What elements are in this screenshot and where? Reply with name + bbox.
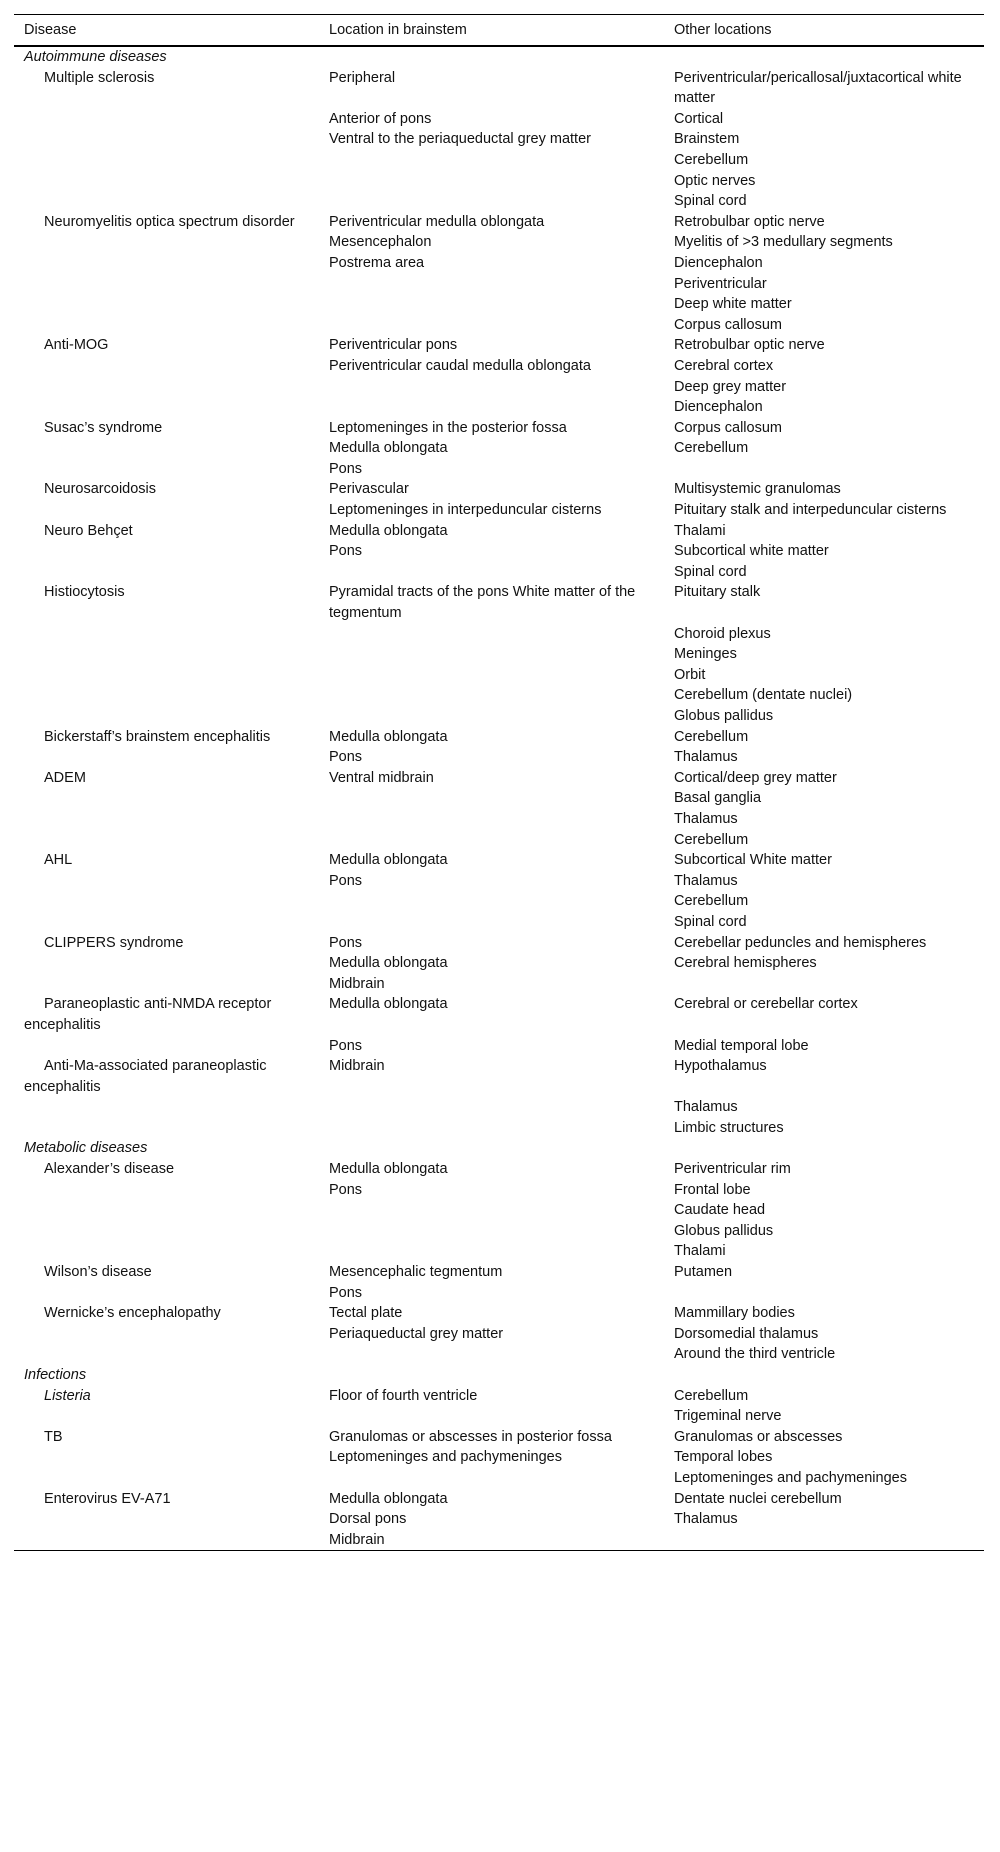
table-row — [14, 768, 984, 789]
other-locations-cell: Globus pallidus — [674, 1222, 774, 1239]
brainstem-location-cell — [319, 191, 664, 212]
other-locations-cell: Multisystemic granulomas — [674, 481, 841, 498]
other-locations-cell: Retrobulbar optic nerve — [674, 337, 825, 354]
other-locations-cell: Limbic structures — [674, 1119, 784, 1136]
brainstem-location-cell — [319, 1468, 664, 1489]
other-locations-cell: Spinal cord — [674, 193, 747, 210]
other-locations-cell: Pituitary stalk and interpeduncular cisterns — [674, 502, 947, 519]
disease-cell — [14, 171, 319, 192]
other-locations-cell: Spinal cord — [674, 563, 747, 580]
disease-cell — [14, 438, 319, 459]
other-locations-cell: Subcortical White matter — [674, 852, 832, 869]
disease-cell: Anti-MOG — [44, 337, 109, 354]
brainstem-location-cell — [319, 830, 664, 851]
brainstem-location-cell: Periaqueductal grey matter — [329, 1325, 504, 1342]
disease-cell — [14, 294, 319, 315]
table-row — [14, 315, 984, 336]
brainstem-location-cell — [319, 685, 664, 706]
brainstem-location-cell — [319, 624, 664, 645]
other-locations-cell: Myelitis of >3 medullary segments — [674, 234, 893, 251]
other-locations-cell: Cerebellum — [674, 893, 749, 910]
disease-cell: AHL — [44, 852, 73, 869]
brainstem-location-cell: Perivascular — [329, 481, 409, 498]
disease-cell — [14, 109, 319, 130]
other-locations-cell: Cerebellum — [674, 831, 749, 848]
brainstem-location-cell — [319, 1406, 664, 1427]
table-row — [14, 665, 984, 686]
other-locations-cell: Dorsomedial thalamus — [674, 1325, 819, 1342]
disease-cell — [14, 1200, 319, 1221]
section-row — [14, 1138, 984, 1159]
table-row — [14, 129, 984, 150]
header-location-brainstem: Location in brainstem — [329, 21, 467, 38]
brainstem-location-cell: Medulla oblongata — [329, 522, 448, 539]
table-row — [14, 479, 984, 500]
other-locations-cell: Corpus callosum — [674, 419, 782, 436]
brainstem-location-cell: Medulla oblongata — [329, 1490, 448, 1507]
brainstem-location-cell — [319, 1097, 664, 1118]
other-locations-cell: Globus pallidus — [674, 708, 774, 724]
table-row — [14, 891, 984, 912]
brainstem-location-cell: Medulla oblongata — [329, 728, 448, 745]
disease-cell — [14, 253, 319, 274]
brainstem-location-cell: Medulla oblongata — [329, 955, 448, 972]
disease-cell — [14, 232, 319, 253]
other-locations-cell: Caudate head — [674, 1202, 766, 1219]
section-label: Autoimmune diseases — [24, 49, 167, 65]
table-row — [14, 438, 984, 459]
disease-cell: Neuromyelitis optica spectrum disorder — [44, 213, 295, 230]
table-row — [14, 685, 984, 706]
other-locations-cell: Cerebral or cerebellar cortex — [674, 996, 858, 1013]
disease-cell — [14, 706, 319, 727]
brainstem-location-cell: Floor of fourth ventricle — [329, 1387, 478, 1404]
other-locations-cell: Hypothalamus — [674, 1058, 767, 1075]
brainstem-location-cell: Midbrain — [329, 1058, 385, 1075]
other-locations-cell: Cerebral hemispheres — [674, 955, 817, 972]
table-row — [14, 1262, 984, 1283]
other-locations-cell: Cerebellum — [674, 1387, 749, 1404]
brainstem-location-cell: Pons — [329, 1284, 363, 1301]
disease-cell — [14, 1406, 319, 1427]
table-row — [14, 1427, 984, 1448]
table-row — [14, 830, 984, 851]
disease-cell: CLIPPERS syndrome — [44, 934, 184, 951]
brainstem-location-cell — [319, 315, 664, 336]
brainstem-location-cell: Medulla oblongata — [329, 852, 448, 869]
table-row — [14, 644, 984, 665]
other-locations-cell: Cortical/deep grey matter — [674, 769, 837, 786]
disease-cell — [14, 459, 319, 480]
other-locations-cell: Brainstem — [674, 131, 740, 148]
disease-cell: Paraneoplastic anti-NMDA receptor encephalitis — [24, 996, 272, 1033]
disease-cell: Enterovirus EV-A71 — [44, 1490, 171, 1507]
disease-cell — [14, 397, 319, 418]
brainstem-location-cell: Mesencephalon — [329, 234, 432, 251]
table-row — [14, 1386, 984, 1407]
other-locations-cell — [664, 1530, 984, 1551]
disease-cell — [14, 1324, 319, 1345]
table-row — [14, 1283, 984, 1304]
disease-cell — [14, 274, 319, 295]
table-row — [14, 706, 984, 727]
table-row — [14, 109, 984, 130]
table-body — [14, 46, 984, 1551]
table-row — [14, 1406, 984, 1427]
other-locations-cell: Medial temporal lobe — [674, 1037, 809, 1054]
brainstem-location-cell — [319, 706, 664, 727]
other-locations-cell: Thalami — [674, 522, 726, 539]
brainstem-location-cell: Leptomeninges in the posterior fossa — [329, 419, 567, 436]
disease-cell: Bickerstaff’s brainstem encephalitis — [44, 728, 271, 745]
brainstem-location-cell — [319, 665, 664, 686]
disease-cell: Alexander’s disease — [44, 1161, 175, 1178]
other-locations-cell: Basal ganglia — [674, 790, 762, 807]
brainstem-location-cell: Pons — [329, 543, 363, 560]
table-row — [14, 294, 984, 315]
disease-cell: Histiocytosis — [44, 584, 125, 601]
table-row — [14, 335, 984, 356]
other-locations-cell: Trigeminal nerve — [674, 1408, 782, 1425]
other-locations-cell: Cerebral cortex — [674, 357, 774, 374]
disease-cell — [14, 377, 319, 398]
brainstem-location-cell: Medulla oblongata — [329, 1161, 448, 1178]
table-row — [14, 1509, 984, 1530]
brainstem-location-cell: Postrema area — [329, 254, 425, 271]
disease-cell — [14, 644, 319, 665]
disease-cell — [14, 1097, 319, 1118]
other-locations-cell: Thalamus — [674, 749, 738, 766]
brainstem-location-cell: Dorsal pons — [329, 1511, 407, 1528]
table-row — [14, 500, 984, 521]
brainstem-location-cell — [319, 644, 664, 665]
brainstem-location-cell: Medulla oblongata — [329, 996, 448, 1013]
other-locations-cell: Diencephalon — [674, 254, 763, 271]
table-row — [14, 624, 984, 645]
table-row — [14, 1447, 984, 1468]
table-row — [14, 1097, 984, 1118]
brainstem-location-cell — [319, 1241, 664, 1262]
other-locations-cell: Choroid plexus — [674, 625, 771, 642]
disease-cell: Neurosarcoidosis — [44, 481, 157, 498]
table-row — [14, 871, 984, 892]
table-row — [14, 1056, 984, 1097]
table-row — [14, 912, 984, 933]
other-locations-cell: Granulomas or abscesses — [674, 1428, 843, 1445]
brainstem-location-cell: Periventricular medulla oblongata — [329, 213, 545, 230]
brainstem-location-cell — [319, 150, 664, 171]
other-locations-cell — [664, 974, 984, 995]
table-row — [14, 212, 984, 233]
table-row — [14, 150, 984, 171]
other-locations-cell: Cortical — [674, 110, 724, 127]
disease-cell — [14, 891, 319, 912]
table-row — [14, 68, 984, 109]
disease-cell — [14, 974, 319, 995]
disease-cell — [14, 871, 319, 892]
section-row — [14, 1365, 984, 1386]
disease-cell — [14, 809, 319, 830]
brainstem-location-cell: Tectal plate — [329, 1305, 403, 1322]
brainstem-location-cell: Pons — [329, 1037, 363, 1054]
disease-cell — [14, 315, 319, 336]
table-row — [14, 397, 984, 418]
other-locations-cell: Temporal lobes — [674, 1449, 773, 1466]
section-label: Infections — [24, 1367, 87, 1383]
other-locations-cell: Deep grey matter — [674, 378, 787, 395]
brainstem-location-cell — [319, 1221, 664, 1242]
brainstem-location-cell: Periventricular pons — [329, 337, 458, 354]
disease-cell — [14, 747, 319, 768]
other-locations-cell: Cerebellum — [674, 151, 749, 168]
disease-cell — [14, 1283, 319, 1304]
other-locations-cell: Optic nerves — [674, 172, 756, 189]
brainstem-location-cell: Anterior of pons — [329, 110, 432, 127]
brainstem-location-cell — [319, 171, 664, 192]
other-locations-cell: Around the third ventricle — [674, 1346, 836, 1363]
brainstem-location-cell — [319, 562, 664, 583]
table-row — [14, 1468, 984, 1489]
brainstem-location-cell — [319, 788, 664, 809]
brainstem-location-cell: Pons — [329, 1181, 363, 1198]
other-locations-cell: Cerebellum (dentate nuclei) — [674, 687, 853, 704]
disease-cell — [14, 830, 319, 851]
table-row — [14, 1200, 984, 1221]
table-row — [14, 1324, 984, 1345]
table-row — [14, 377, 984, 398]
brainstem-location-cell — [319, 891, 664, 912]
table-row — [14, 1489, 984, 1510]
other-locations-cell: Putamen — [674, 1264, 733, 1281]
brainstem-location-cell — [319, 1118, 664, 1139]
table-row — [14, 232, 984, 253]
disease-cell — [14, 665, 319, 686]
disease-cell — [14, 1447, 319, 1468]
other-locations-cell: Cerebellum — [674, 440, 749, 457]
brainstem-location-cell: Ventral to the periaqueductal grey matter — [329, 131, 591, 148]
other-locations-cell: Subcortical white matter — [674, 543, 829, 560]
other-locations-cell: Orbit — [674, 666, 706, 683]
brainstem-location-cell: Granulomas or abscesses in posterior fossa — [329, 1428, 612, 1445]
table-row — [14, 1303, 984, 1324]
other-locations-cell: Spinal cord — [674, 913, 747, 930]
table-row — [14, 850, 984, 871]
other-locations-cell: Cerebellum — [674, 728, 749, 745]
disease-cell: Listeria — [44, 1387, 91, 1404]
disease-cell — [14, 685, 319, 706]
table-row — [14, 1036, 984, 1057]
brainstem-location-cell: Pons — [329, 460, 363, 477]
brainstem-location-cell — [319, 1344, 664, 1365]
other-locations-cell: Thalamus — [674, 1511, 738, 1528]
section-label: Metabolic diseases — [24, 1140, 148, 1157]
table-row — [14, 994, 984, 1035]
other-locations-cell: Deep white matter — [674, 296, 792, 313]
disease-cell: ADEM — [44, 769, 86, 786]
disease-cell — [14, 912, 319, 933]
disease-cell — [14, 129, 319, 150]
disease-cell: Anti-Ma-associated paraneoplastic encephalitis — [24, 1058, 267, 1095]
other-locations-cell — [664, 1283, 984, 1304]
table-row — [14, 809, 984, 830]
brainstem-location-cell — [319, 397, 664, 418]
table-row — [14, 747, 984, 768]
other-locations-cell: Leptomeninges and pachymeninges — [674, 1469, 907, 1486]
table-row — [14, 1159, 984, 1180]
table-row — [14, 541, 984, 562]
brainstem-location-cell — [319, 294, 664, 315]
disease-cell: Multiple sclerosis — [44, 69, 155, 86]
brainstem-disease-table — [14, 14, 984, 1551]
disease-cell — [14, 788, 319, 809]
disease-cell — [14, 1118, 319, 1139]
table-row — [14, 1530, 984, 1551]
table-row — [14, 1241, 984, 1262]
disease-cell: TB — [44, 1428, 63, 1445]
table-row — [14, 1180, 984, 1201]
table-row — [14, 356, 984, 377]
disease-cell — [14, 541, 319, 562]
disease-cell — [14, 1530, 319, 1551]
other-locations-cell: Periventricular — [674, 275, 767, 292]
brainstem-location-cell: Midbrain — [329, 975, 385, 992]
disease-cell: Wernicke’s encephalopathy — [44, 1305, 221, 1322]
disease-cell — [14, 1468, 319, 1489]
brainstem-location-cell — [319, 809, 664, 830]
other-locations-cell: Thalamus — [674, 872, 738, 889]
brainstem-location-cell: Peripheral — [329, 69, 396, 86]
disease-cell — [14, 624, 319, 645]
brainstem-location-cell: Midbrain — [329, 1531, 385, 1548]
brainstem-location-cell: Mesencephalic tegmentum — [329, 1264, 503, 1281]
section-row — [14, 46, 984, 68]
disease-cell — [14, 953, 319, 974]
disease-cell — [14, 150, 319, 171]
other-locations-cell: Thalamus — [674, 1099, 738, 1116]
disease-cell — [14, 1241, 319, 1262]
disease-cell — [14, 356, 319, 377]
table-row — [14, 974, 984, 995]
other-locations-cell — [664, 459, 984, 480]
brainstem-location-cell: Pyramidal tracts of the pons White matter of the tegmentum — [329, 584, 636, 622]
disease-cell — [14, 1036, 319, 1057]
disease-cell: Wilson’s disease — [44, 1264, 152, 1281]
table-row — [14, 1221, 984, 1242]
brainstem-location-cell: Leptomeninges in interpeduncular cisterns — [329, 502, 602, 519]
brainstem-location-cell: Pons — [329, 872, 363, 889]
table-row — [14, 953, 984, 974]
table-row — [14, 727, 984, 748]
table-row — [14, 582, 984, 623]
other-locations-cell: Periventricular rim — [674, 1161, 791, 1178]
disease-cell — [14, 500, 319, 521]
other-locations-cell: Retrobulbar optic nerve — [674, 213, 825, 230]
disease-cell — [14, 1221, 319, 1242]
other-locations-cell: Thalamus — [674, 810, 738, 827]
table-row — [14, 933, 984, 954]
table-row — [14, 1344, 984, 1365]
other-locations-cell: Diencephalon — [674, 399, 763, 416]
table-row — [14, 562, 984, 583]
other-locations-cell: Frontal lobe — [674, 1181, 751, 1198]
disease-cell — [14, 1344, 319, 1365]
brainstem-location-cell — [319, 1200, 664, 1221]
header-other-locations: Other locations — [674, 21, 772, 38]
disease-cell — [14, 1509, 319, 1530]
table-row — [14, 253, 984, 274]
other-locations-cell: Pituitary stalk — [674, 584, 761, 601]
table-row — [14, 418, 984, 439]
table-row — [14, 191, 984, 212]
brainstem-location-cell: Leptomeninges and pachymeninges — [329, 1449, 562, 1466]
other-locations-cell: Corpus callosum — [674, 316, 782, 333]
disease-cell: Neuro Behçet — [44, 522, 133, 539]
other-locations-cell: Periventricular/pericallosal/juxtacortical white matter — [674, 69, 962, 107]
brainstem-location-cell: Medulla oblongata — [329, 440, 448, 457]
table-row — [14, 1118, 984, 1139]
other-locations-cell: Mammillary bodies — [674, 1305, 795, 1322]
table-header-row — [14, 15, 984, 47]
header-disease: Disease — [24, 21, 77, 38]
other-locations-cell: Thalami — [674, 1243, 726, 1260]
brainstem-location-cell: Ventral midbrain — [329, 769, 434, 786]
disease-cell — [14, 191, 319, 212]
disease-cell — [14, 562, 319, 583]
brainstem-location-cell: Pons — [329, 749, 363, 766]
brainstem-location-cell — [319, 274, 664, 295]
disease-cell: Susac’s syndrome — [44, 419, 163, 436]
other-locations-cell: Cerebellar peduncles and hemispheres — [674, 934, 927, 951]
other-locations-cell: Dentate nuclei cerebellum — [674, 1490, 842, 1507]
brainstem-location-cell — [319, 912, 664, 933]
table-row — [14, 788, 984, 809]
other-locations-cell: Meninges — [674, 646, 737, 663]
brainstem-location-cell: Pons — [329, 934, 363, 951]
table-row — [14, 521, 984, 542]
disease-cell — [14, 1180, 319, 1201]
brainstem-location-cell — [319, 377, 664, 398]
table-row — [14, 171, 984, 192]
brainstem-location-cell: Periventricular caudal medulla oblongata — [329, 357, 591, 374]
table-row — [14, 274, 984, 295]
table-row — [14, 459, 984, 480]
